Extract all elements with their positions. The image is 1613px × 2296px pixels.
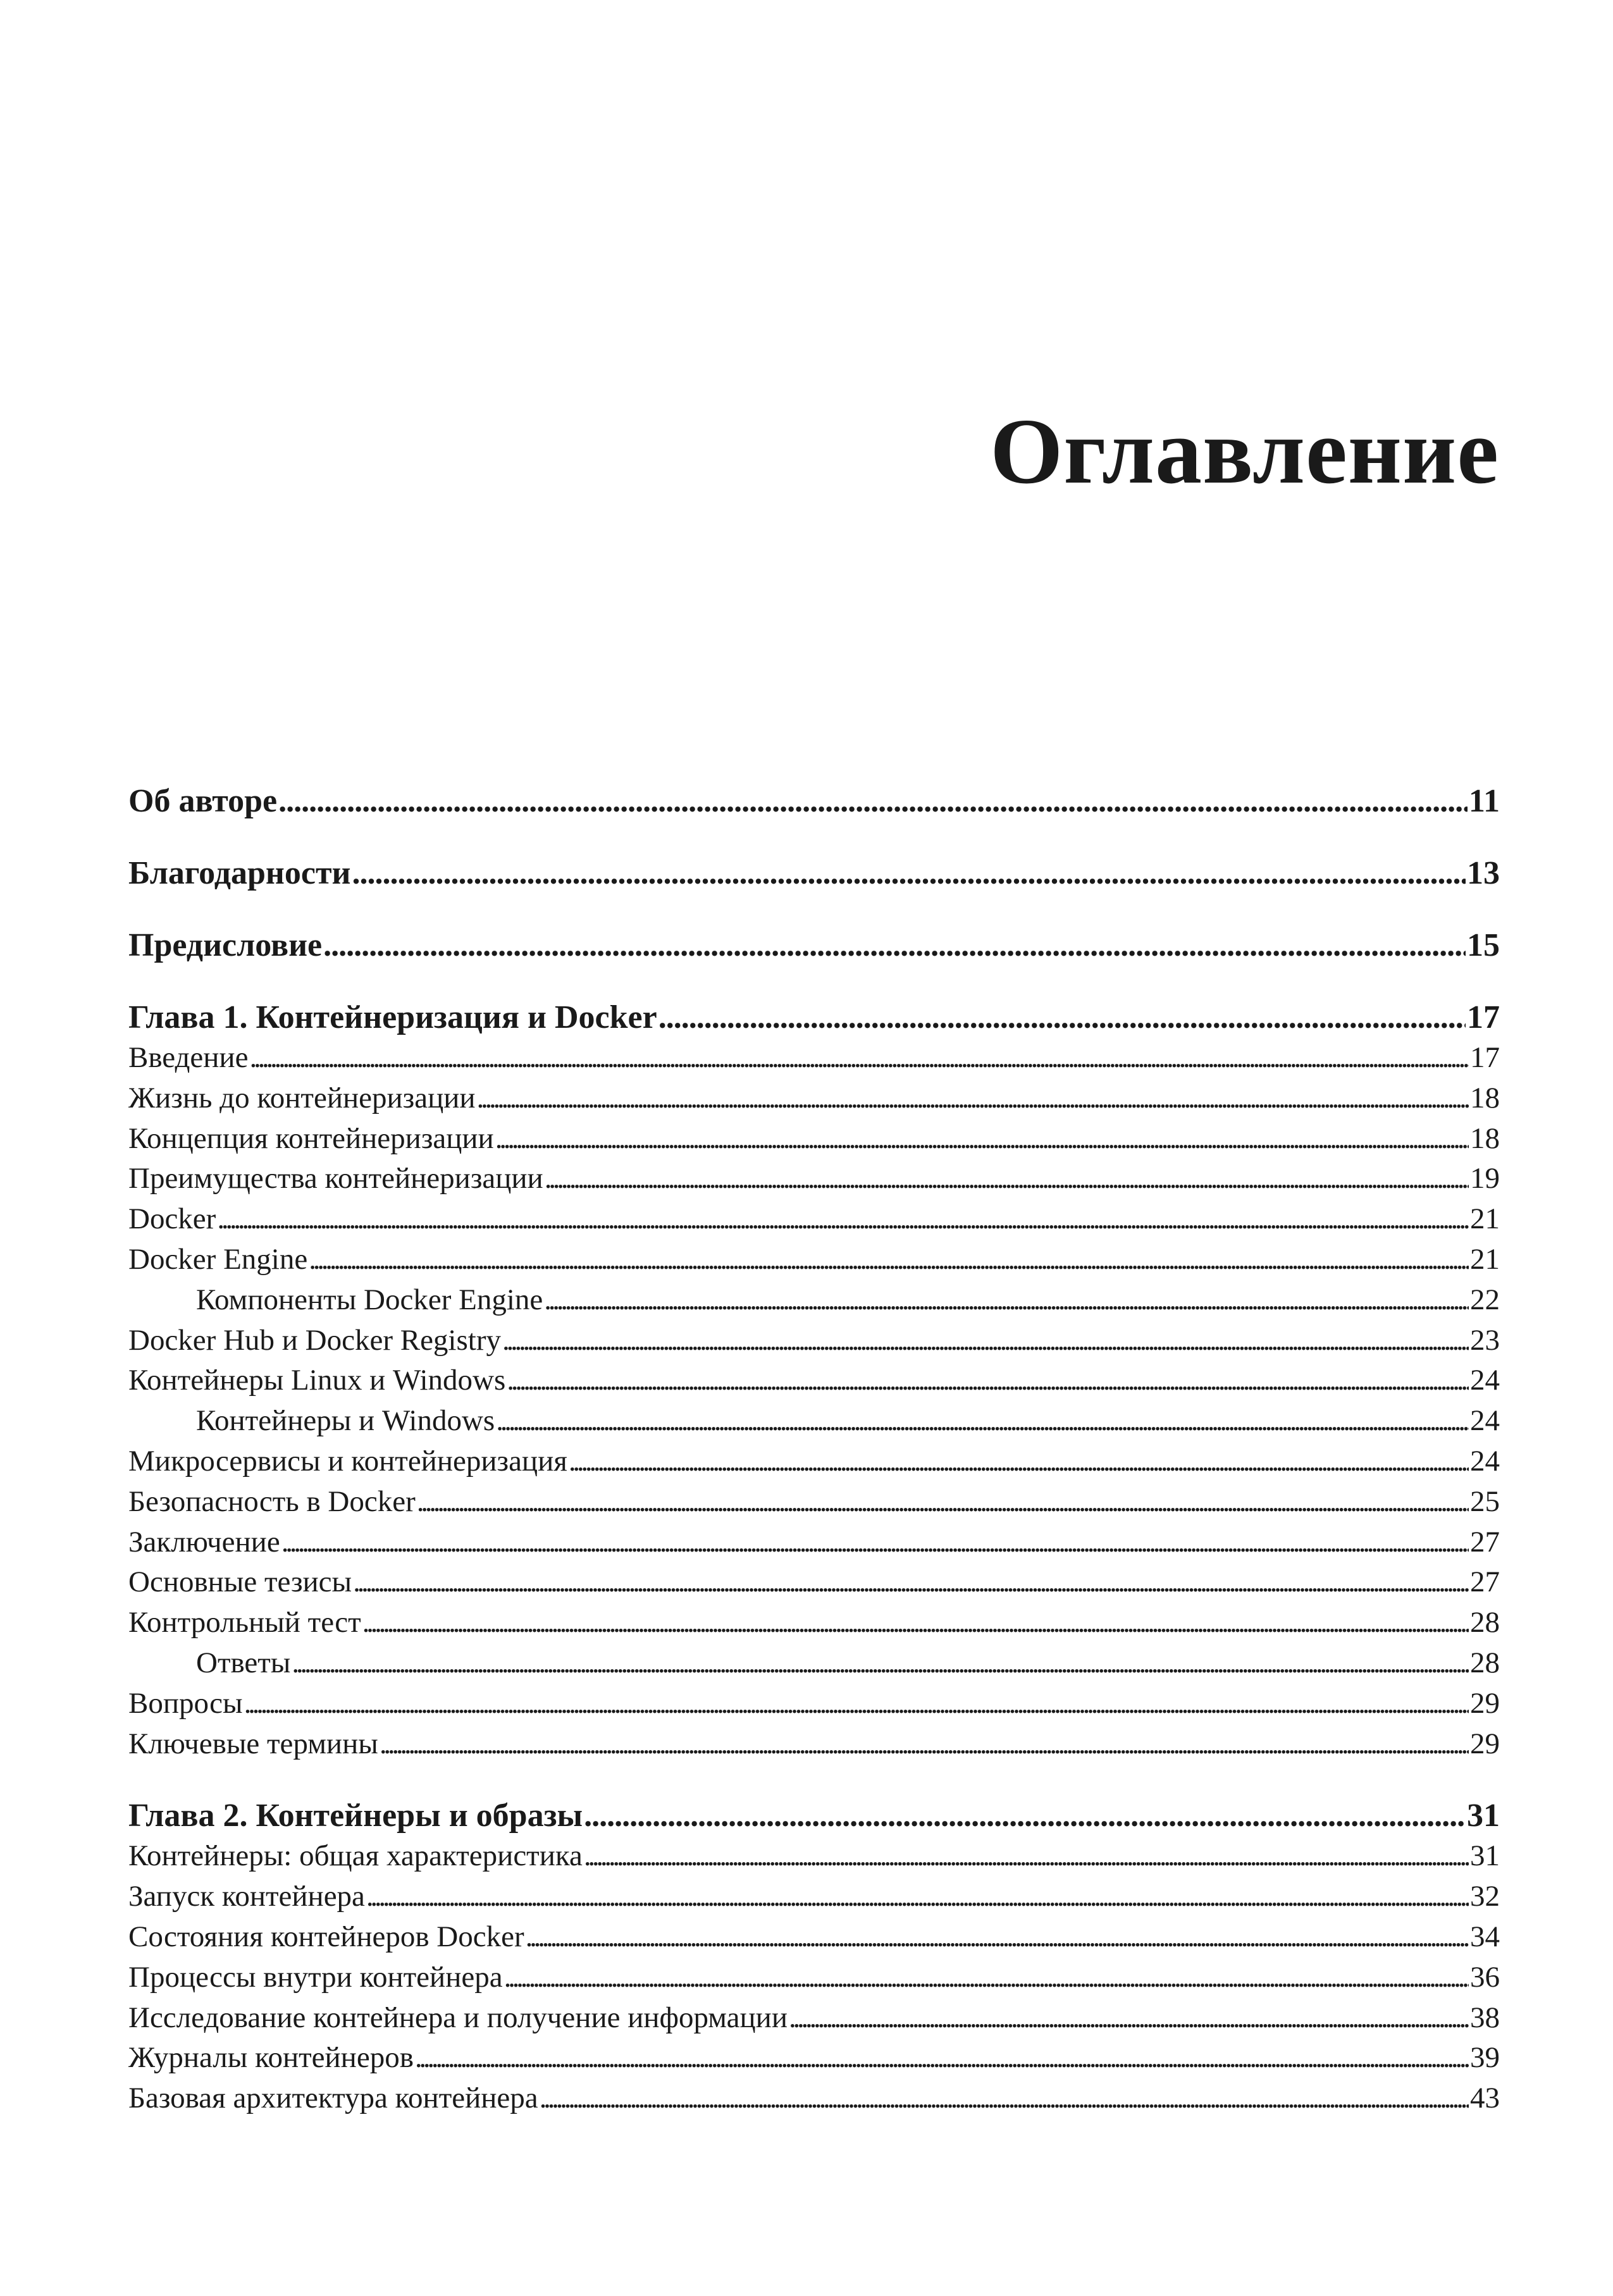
toc-page-number: 29	[1470, 1686, 1500, 1720]
toc-page-number: 31	[1467, 1798, 1500, 1834]
toc-entry-label: Глава 2. Контейнеры и образы	[128, 1798, 583, 1834]
toc-entry-label: Docker Hub и Docker Registry	[128, 1323, 501, 1357]
toc-page-number: 28	[1470, 1646, 1500, 1679]
dot-leader	[507, 1361, 1469, 1401]
toc-page-number: 31	[1470, 1839, 1500, 1873]
toc-entry-label: Контейнеры: общая характеристика	[128, 1839, 583, 1873]
dot-leader	[540, 2078, 1469, 2119]
toc-page-number: 22	[1470, 1283, 1500, 1316]
toc-entry-label: Вопросы	[128, 1686, 243, 1720]
toc-entry-label: Предисловие	[128, 927, 323, 963]
toc-entry-label: Базовая архитектура контейнера	[128, 2082, 538, 2115]
toc-page-number: 25	[1470, 1484, 1500, 1518]
toc-page-number: 23	[1470, 1323, 1500, 1357]
table-of-contents	[128, 781, 1500, 2119]
toc-page-number: 17	[1467, 999, 1500, 1035]
toc-entry-label: Концепция контейнеризации	[128, 1121, 494, 1155]
toc-entry-label: Безопасность в Docker	[128, 1484, 416, 1518]
toc-entry-label: Процессы внутри контейнера	[128, 1960, 503, 1994]
toc-section-entry[interactable]	[128, 1361, 1500, 1401]
toc-section-entry[interactable]	[128, 1562, 1500, 1603]
dot-leader	[249, 1038, 1469, 1078]
toc-entry-label: Компоненты Docker Engine	[196, 1283, 543, 1316]
toc-page-number: 18	[1470, 1081, 1500, 1114]
dot-leader	[244, 1684, 1469, 1724]
toc-section-entry[interactable]	[128, 1321, 1500, 1361]
toc-chapter-entry[interactable]	[128, 997, 1500, 1038]
toc-page-number: 36	[1470, 1960, 1500, 1994]
toc-section-entry[interactable]	[128, 1038, 1500, 1078]
toc-section-entry[interactable]	[128, 1917, 1500, 1958]
toc-page-number: 28	[1470, 1606, 1500, 1639]
toc-page-number: 38	[1470, 2001, 1500, 2034]
dot-leader	[495, 1119, 1469, 1159]
dot-leader	[417, 1482, 1469, 1522]
toc-entry-label: Об авторе	[128, 783, 278, 819]
dot-leader	[545, 1159, 1469, 1199]
dot-leader	[309, 1240, 1469, 1280]
toc-page-number: 43	[1470, 2082, 1500, 2115]
dot-leader	[584, 1836, 1469, 1877]
dot-leader	[415, 2038, 1469, 2078]
toc-entry-label: Микросервисы и контейнеризация	[128, 1444, 567, 1478]
toc-page-number: 19	[1470, 1162, 1500, 1195]
toc-entry-label: Журналы контейнеров	[128, 2041, 414, 2075]
toc-chapter-block	[128, 997, 1500, 1764]
dot-leader	[569, 1441, 1469, 1482]
toc-page-number: 21	[1470, 1202, 1500, 1236]
toc-section-entry[interactable]	[128, 1877, 1500, 1917]
toc-page-number: 27	[1470, 1565, 1500, 1599]
dot-leader	[352, 853, 1466, 894]
toc-page-number: 24	[1470, 1364, 1500, 1397]
toc-subsection-entry[interactable]	[128, 1643, 1500, 1684]
toc-entry-label: Docker	[128, 1202, 216, 1236]
dot-leader	[526, 1917, 1469, 1958]
dot-leader	[353, 1562, 1469, 1603]
toc-section-entry[interactable]	[128, 1199, 1500, 1240]
toc-entry-label: Благодарности	[128, 855, 351, 891]
toc-entry-label: Заключение	[128, 1525, 280, 1558]
toc-page-number: 39	[1470, 2041, 1500, 2075]
toc-page-number: 29	[1470, 1727, 1500, 1760]
toc-entry-label: Запуск контейнера	[128, 1880, 365, 1913]
dot-leader	[496, 1401, 1469, 1441]
toc-section-entry[interactable]	[128, 1958, 1500, 1998]
toc-page-number: 24	[1470, 1444, 1500, 1478]
toc-entry-label: Глава 1. Контейнеризация и Docker	[128, 999, 657, 1035]
toc-section-entry[interactable]	[128, 1078, 1500, 1119]
toc-entry-label: Преимущества контейнеризации	[128, 1162, 543, 1195]
toc-section-entry[interactable]	[128, 2038, 1500, 2078]
toc-entry-label: Контейнеры Linux и Windows	[128, 1364, 506, 1397]
toc-front-matter-entry[interactable]	[128, 781, 1500, 822]
dot-leader	[292, 1643, 1469, 1684]
toc-entry-label: Состояния контейнеров Docker	[128, 1920, 524, 1953]
dot-leader	[502, 1321, 1469, 1361]
toc-section-entry[interactable]	[128, 1522, 1500, 1563]
toc-section-entry[interactable]	[128, 1684, 1500, 1724]
dot-leader	[584, 1796, 1466, 1836]
toc-subsection-entry[interactable]	[128, 1280, 1500, 1321]
toc-page-number: 15	[1467, 927, 1500, 963]
toc-chapter-entry[interactable]	[128, 1796, 1500, 1836]
dot-leader	[217, 1199, 1469, 1240]
toc-section-entry[interactable]	[128, 1441, 1500, 1482]
dot-leader	[477, 1078, 1469, 1119]
toc-section-entry[interactable]	[128, 1240, 1500, 1280]
toc-section-entry[interactable]	[128, 1482, 1500, 1522]
toc-page-number: 32	[1470, 1880, 1500, 1913]
toc-entry-label: Ключевые термины	[128, 1727, 378, 1760]
toc-page-number: 24	[1470, 1404, 1500, 1438]
toc-page-number: 18	[1470, 1121, 1500, 1155]
toc-subsection-entry[interactable]	[128, 1401, 1500, 1441]
toc-section-entry[interactable]	[128, 1724, 1500, 1765]
toc-entry-label: Docker Engine	[128, 1242, 308, 1276]
toc-section-entry[interactable]	[128, 1603, 1500, 1643]
dot-leader	[789, 1998, 1469, 2039]
dot-leader	[380, 1724, 1469, 1765]
toc-page-number: 13	[1467, 855, 1500, 891]
dot-leader	[366, 1877, 1469, 1917]
toc-entry-label: Введение	[128, 1041, 249, 1074]
toc-section-entry[interactable]	[128, 1159, 1500, 1199]
toc-section-entry[interactable]	[128, 1998, 1500, 2039]
toc-page-number: 11	[1468, 783, 1500, 819]
toc-section-entry[interactable]	[128, 1836, 1500, 1877]
dot-leader	[281, 1522, 1469, 1563]
toc-chapter-block	[128, 1796, 1500, 2119]
toc-entry-label: Контейнеры и Windows	[196, 1404, 495, 1438]
toc-entry-label: Жизнь до контейнеризации	[128, 1081, 476, 1114]
toc-entry-label: Исследование контейнера и получение информации	[128, 2001, 788, 2034]
dot-leader	[278, 781, 1468, 822]
toc-page-number: 21	[1470, 1242, 1500, 1276]
toc-page-number: 17	[1470, 1041, 1500, 1074]
toc-section-entry[interactable]	[128, 2078, 1500, 2119]
toc-section-entry[interactable]	[128, 1119, 1500, 1159]
page-title: Оглавление	[990, 400, 1499, 503]
dot-leader	[544, 1280, 1469, 1321]
dot-leader	[658, 997, 1466, 1038]
toc-entry-label: Основные тезисы	[128, 1565, 352, 1599]
dot-leader	[323, 925, 1466, 966]
toc-entry-label: Ответы	[196, 1646, 291, 1679]
toc-page-number: 27	[1470, 1525, 1500, 1558]
toc-page-number: 34	[1470, 1920, 1500, 1953]
toc-front-matter-entry[interactable]	[128, 925, 1500, 966]
dot-leader	[362, 1603, 1469, 1643]
toc-front-matter-entry[interactable]	[128, 853, 1500, 894]
toc-entry-label: Контрольный тест	[128, 1606, 361, 1639]
dot-leader	[504, 1958, 1469, 1998]
